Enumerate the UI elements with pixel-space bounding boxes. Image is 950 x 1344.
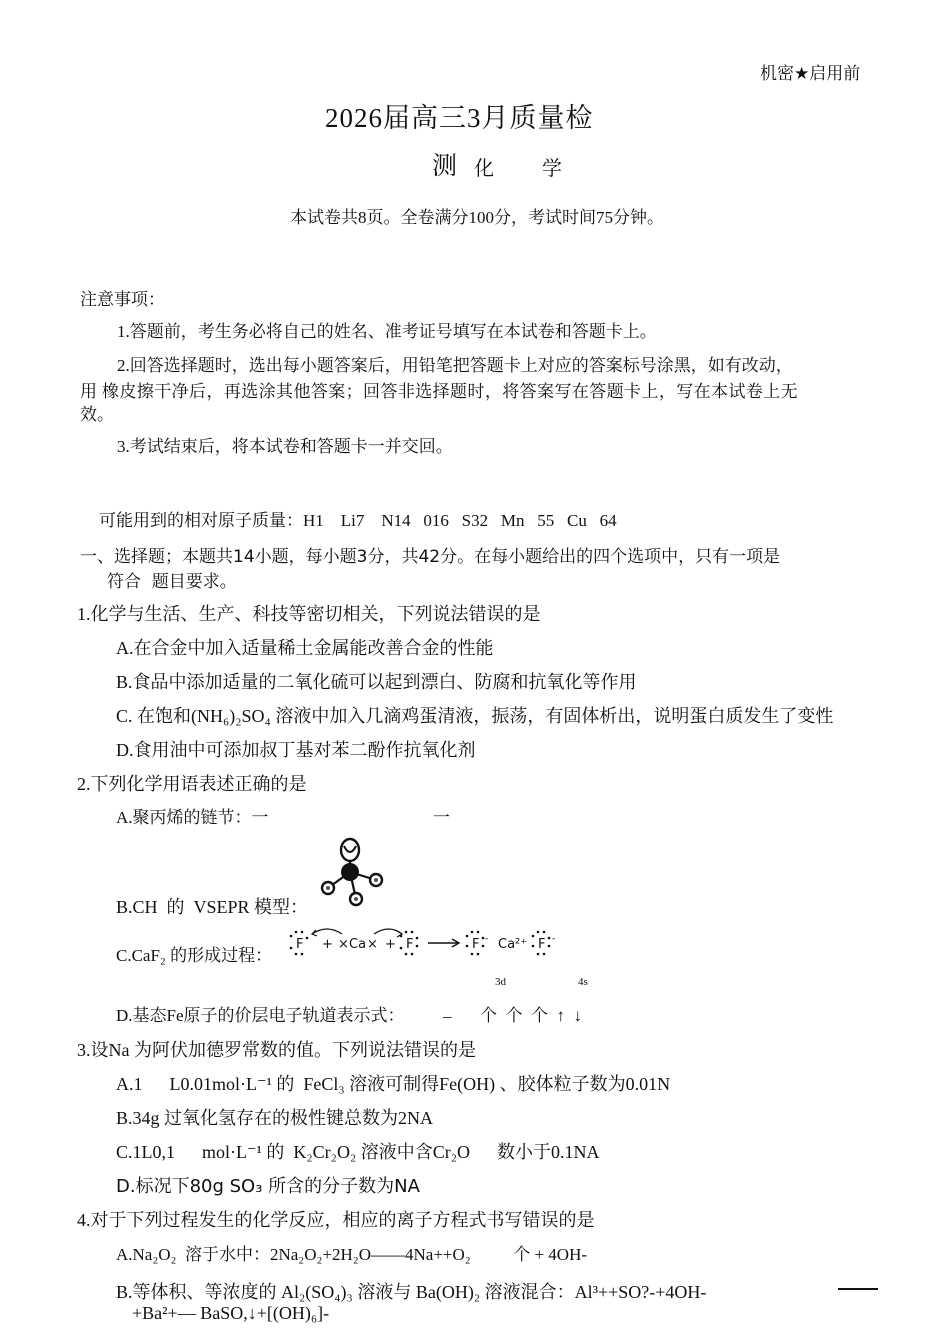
section-1-heading-cont: 符合 题目要求。	[107, 572, 237, 592]
orbital-4s-label: 4s	[578, 976, 588, 988]
q2-option-a-tail: 一	[433, 808, 450, 827]
atomic-masses: 可能用到的相对原子质量：H1 Li7 N14 016 S32 Mn 55 Cu 64	[99, 511, 617, 530]
subtitle-char-2: 化	[474, 158, 494, 180]
notes-heading: 注意事项：	[80, 290, 165, 310]
q1-option-a: A.在合金中加入适量稀土金属能改善合金的性能	[116, 638, 494, 658]
answer-blank-line	[838, 1288, 878, 1290]
svg-text:-: -	[485, 934, 489, 944]
fluorine-atom-1: F	[296, 937, 304, 952]
q1-option-b: B.食品中添加适量的二氧化硫可以起到漂白、防腐和抗氧化等作用	[116, 672, 637, 692]
calcium-ion: Ca²⁺	[498, 937, 528, 952]
q3-option-c: C.1L0,1 mol·L⁻¹ 的 K₂Cr₂O₂ 溶液中含Cr₂O 数小于0.1NA	[116, 1142, 600, 1162]
q3-option-b: B.34g 过氧化氢存在的极性键总数为2NA	[116, 1108, 434, 1128]
svg-text:×: ×	[338, 937, 349, 952]
confidential-label: 机密★启用前	[760, 64, 861, 84]
note-3: 3.考试结束后，将本试卷和答题卡一并交回。	[117, 437, 453, 456]
q2-option-c: C.CaF₂ 的形成过程：	[116, 946, 273, 965]
q2-stem: 2.下列化学用语表述正确的是	[77, 774, 307, 794]
vsepr-model-image	[316, 836, 388, 910]
section-1-heading: 一、选择题；本题共14小题，每小题3分，共42分。在每小题给出的四个选项中，只有一项是	[80, 547, 781, 567]
q2-option-a: A.聚丙烯的链节：一	[116, 808, 269, 827]
orbital-3d-label: 3d	[495, 976, 506, 988]
q4-option-a: A.Na₂O₂ 溶于水中：2Na₂O₂+2H₂O——4Na++O₂ 个 + 4OH-	[116, 1245, 588, 1264]
exam-title: 2026届高三3月质量检	[325, 103, 594, 133]
note-2-line-2: 用 橡皮擦干净后，再选涂其他答案；回答非选择题时，将答案写在答题卡上，写在本试卷上无	[80, 382, 799, 401]
calcium-atom: Ca	[349, 937, 367, 952]
exam-info: 本试卷共8页。全卷满分100分，考试时间75分钟。	[290, 208, 664, 227]
note-1: 1.答题前，考生务必将自己的姓名、准考证号填写在本试卷和答题卡上。	[117, 322, 657, 341]
q4-option-b-line-1: B.等体积、等浓度的 Al₂(SO₄)₃ 溶液与 Ba(OH)₂ 溶液混合：Al³++SO?-+4OH-	[116, 1282, 707, 1302]
subtitle-char-3: 学	[542, 158, 562, 180]
subtitle-char-1: 测	[432, 153, 458, 180]
orbital-blank: _	[443, 1001, 452, 1020]
fluoride-ion-2: F	[538, 937, 546, 952]
q3-option-d: D.标况下80g SO₃ 所含的分子数为NA	[116, 1176, 420, 1197]
caf2-formation-diagram	[282, 922, 572, 962]
q1-option-c: C. 在饱和(NH₆)₂SO₄ 溶液中加入几滴鸡蛋清液，振荡，有固体析出，说明蛋白质发生了变性	[116, 706, 834, 726]
q3-stem: 3.设Na 为阿伏加德罗常数的值。下列说法错误的是	[77, 1040, 476, 1060]
orbital-arrows: 个 个 个 ↑ ↓	[480, 1006, 582, 1025]
q1-stem: 1.化学与生活、生产、科技等密切相关，下列说法错误的是	[77, 604, 541, 624]
svg-text:+: +	[385, 937, 396, 952]
fluoride-ion-1: F	[472, 937, 480, 952]
q3-option-a: A.1 L0.01mol·L⁻¹ 的 FeCl₃ 溶液可制得Fe(OH) 、胶体粒子数为0.01N	[116, 1074, 671, 1094]
q4-option-b-line-2: +Ba²+— BaSO,↓+[(OH)₆]-	[132, 1303, 330, 1323]
svg-text:×: ×	[367, 937, 378, 952]
svg-text:-: -	[552, 934, 556, 944]
q2-option-d: D.基态Fe原子的价层电子轨道表示式：	[116, 1006, 405, 1025]
note-2-line-3: 效。	[80, 405, 114, 424]
fluorine-atom-2: F	[406, 937, 414, 952]
note-2-line-1: 2.回答选择题时，选出每小题答案后，用铅笔把答题卡上对应的答案标号涂黑，如有改动，	[117, 356, 793, 375]
svg-text:+: +	[322, 937, 333, 952]
q2-option-b: B.CH 的 VSEPR 模型：	[116, 897, 309, 917]
q1-option-d: D.食用油中可添加叔丁基对苯二酚作抗氧化剂	[116, 740, 476, 760]
q4-stem: 4.对于下列过程发生的化学反应，相应的离子方程式书写错误的是	[77, 1210, 595, 1230]
